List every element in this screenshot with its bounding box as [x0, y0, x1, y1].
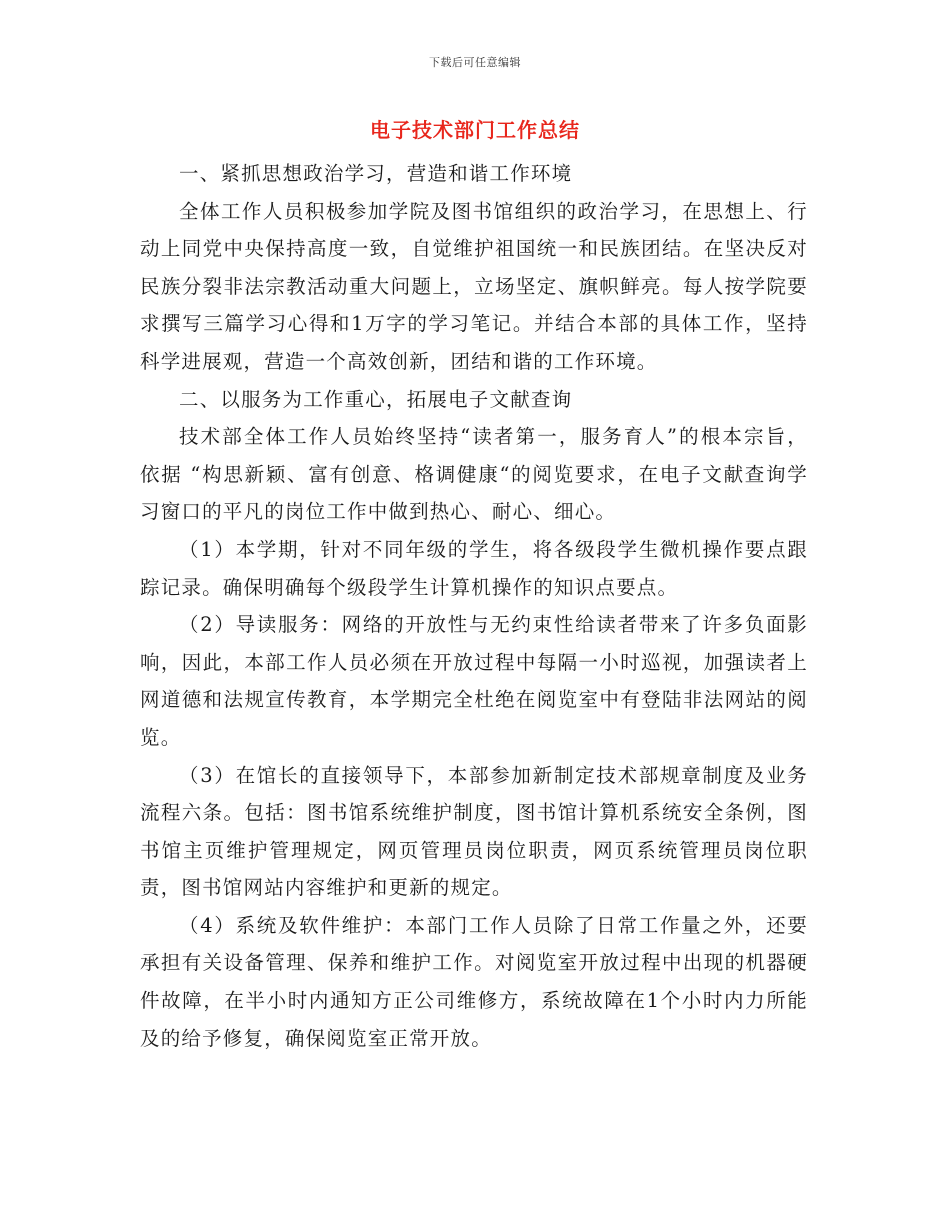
paragraph-political-study: 全体工作人员积极参加学院及图书馆组织的政治学习，在思想上、行动上同党中央保持高度一致，自觉维护祖国统一和民族团结。在坚决反对民族分裂非法宗教活动重大问题上，立场坚定、旗帜鲜亮。每人按学院要求撰写三篇学习心得和1万字的学习笔记。并结合本部的具体工作，坚持科学进展观，营造一个高效创新，团结和谐的工作环境。 [140, 199, 808, 373]
section-heading-1: 一、紧抓思想政治学习，营造和谐工作环境 [179, 162, 573, 185]
list-item-2: （2）导读服务：网络的开放性与无约束性给读者带来了许多负面影响，因此，本部工作人员必须在开放过程中每隔一小时巡视，加强读者上网道德和法规宣传教育，本学期完全杜绝在阅览室中有登陆非法网站的阅览。 [140, 613, 808, 749]
document-body [140, 155, 808, 1057]
list-item-3: （3）在馆长的直接领导下，本部参加新制定技术部规章制度及业务流程六条。包括：图书馆系统维护制度，图书馆计算机系统安全条例，图书馆主页维护管理规定，网页管理员岗位职责，网页系统管理员岗位职责，图书馆网站内容维护和更新的规定。 [140, 763, 808, 900]
header-note: 下载后可任意编辑 [429, 56, 521, 69]
section-heading-2: 二、以服务为工作重心，拓展电子文献查询 [179, 387, 573, 411]
document-title: 电子技术部门工作总结 [370, 118, 580, 142]
list-item-4: （4）系统及软件维护：本部门工作人员除了日常工作量之外，还要承担有关设备管理、保养和维护工作。对阅览室开放过程中出现的机器硬件故障，在半小时内通知方正公司维修方，系统故障在1个小时内力所能及的给予修复，确保阅览室正常开放。 [140, 913, 808, 1050]
list-item-1: （1）本学期，针对不同年级的学生，将各级段学生微机操作要点跟踪记录。确保明确每个级段学生计算机操作的知识点要点。 [140, 537, 808, 599]
paragraph-service-purpose: 技术部全体工作人员始终坚持“读者第一，服务育人”的根本宗旨， 依据 “构思新颖、富有创意、格调健康“的阅览要求，在电子文献查询学习窗口的平凡的岗位工作中做到热心、耐心、细心。 [140, 425, 808, 524]
